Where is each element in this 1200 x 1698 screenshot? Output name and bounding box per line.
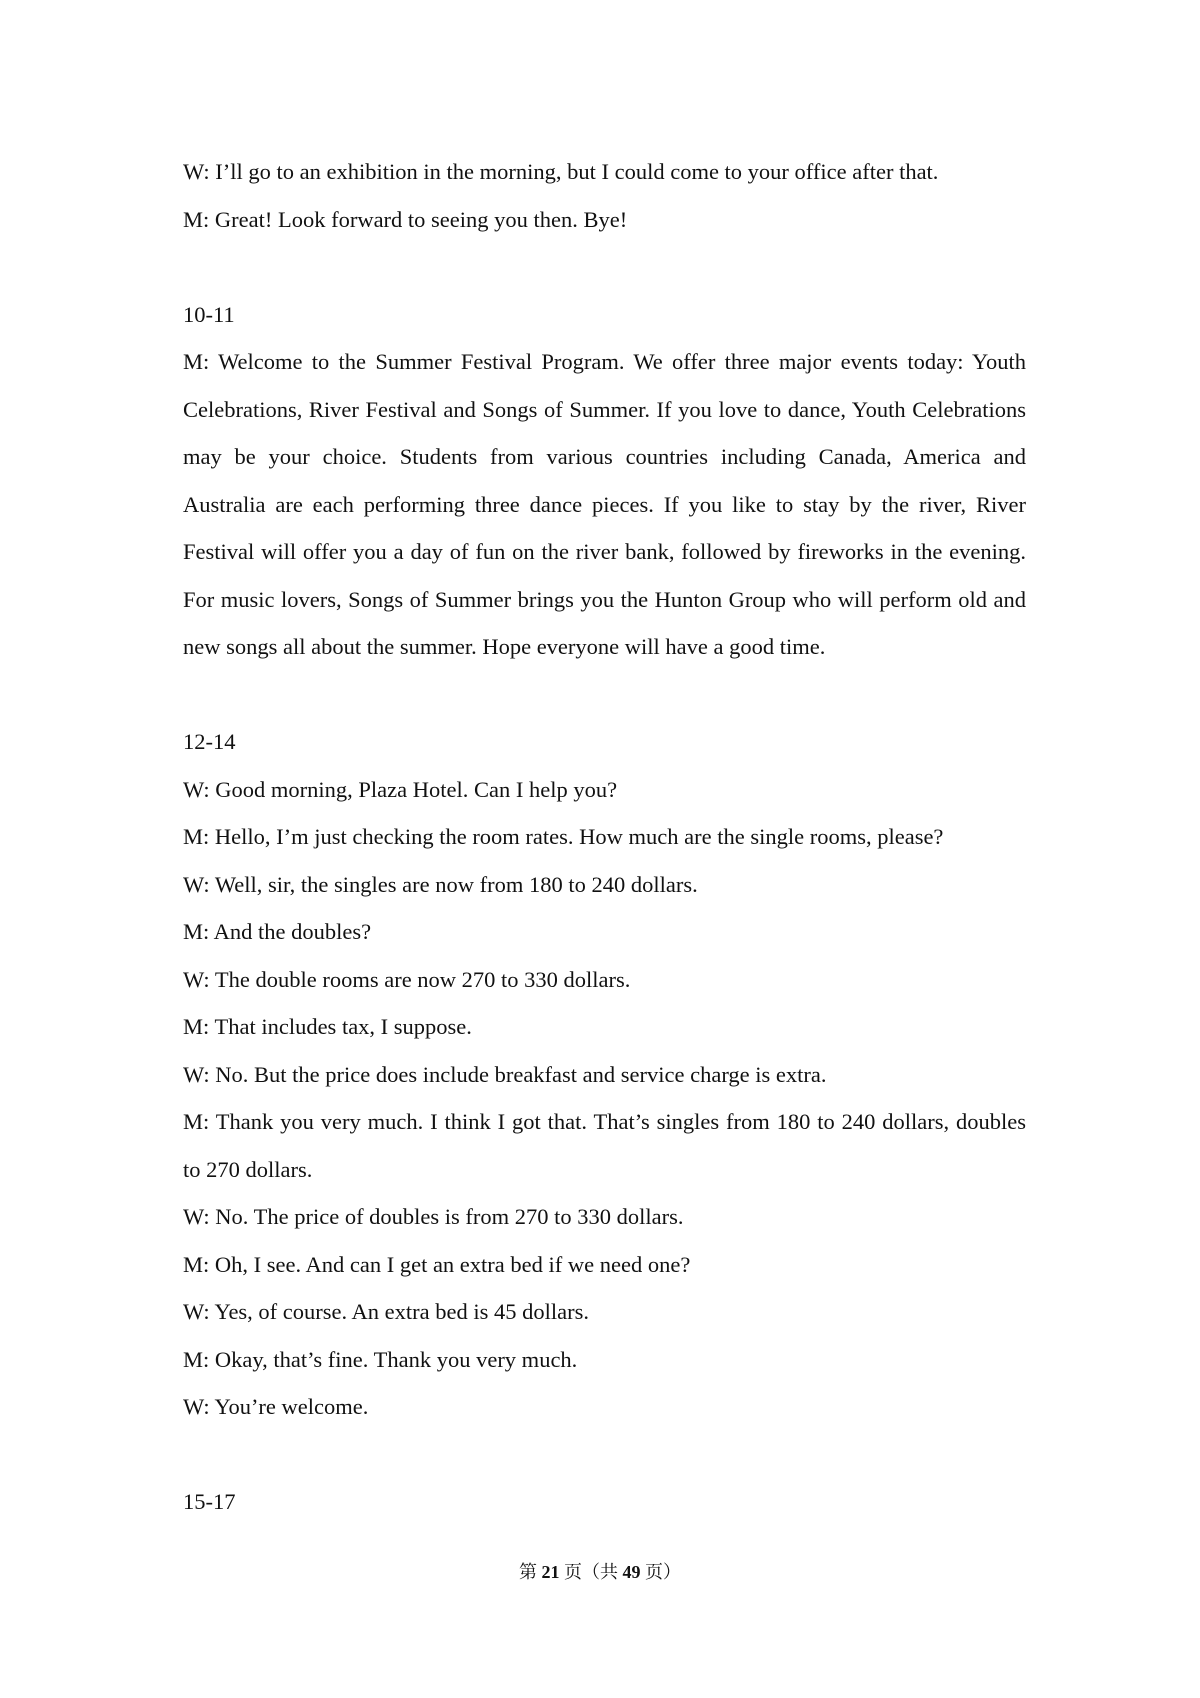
page-content [183,148,1026,1526]
dialogue-line: W: No. But the price does include breakfast and service charge is extra. [183,1061,827,1087]
monologue-paragraph: M: Welcome to the Summer Festival Program. We offer three major events today: Youth Celebrations, River Festival and Songs of Summer. If you love to dance, Youth Celebrations may be your choice. Students from various countries including Canada, America and Australia are each performing three dance pieces. If you like to stay by the river, River Festival will offer you a day of fun on the river bank, followed by fireworks in the evening. For music lovers, Songs of Summer brings you the Hunton Group who will perform old and new songs all about the summer. Hope everyone will have a good time. [183,349,1026,659]
footer-suffix: 页） [640,1562,681,1582]
dialogue-line: W: No. The price of doubles is from 270 to 330 dollars. [183,1204,684,1229]
dialogue-line: W: The double rooms are now 270 to 330 dollars. [183,966,631,992]
dialogue-line: W: I’ll go to an exhibition in the morning, but I could come to your office after that. [183,159,939,184]
page-footer [0,1560,1200,1584]
dialogue-line: M: That includes tax, I suppose. [183,1014,472,1039]
section-spacer [183,243,1026,291]
section-heading-10-11: 10-11 [183,301,235,327]
footer-page-number: 21 [541,1562,560,1582]
footer-total-pages: 49 [622,1562,641,1582]
section-heading-15-17: 15-17 [183,1489,236,1514]
dialogue-line: M: Hello, I’m just checking the room rates. How much are the single rooms, please? [183,824,944,849]
dialogue-line: W: Well, sir, the singles are now from 180 to 240 dollars. [183,871,698,897]
section-spacer [183,1431,1026,1479]
dialogue-line: W: Yes, of course. An extra bed is 45 dollars. [183,1299,589,1324]
dialogue-line: M: Thank you very much. I think I got that. That’s singles from 180 to 240 dollars, doubles to 270 dollars. [183,1109,1026,1182]
section-heading-12-14: 12-14 [183,729,236,754]
dialogue-line: M: Okay, that’s fine. Thank you very much. [183,1346,578,1372]
dialogue-line: M: Oh, I see. And can I get an extra bed if we need one? [183,1251,691,1277]
footer-prefix: 第 [519,1562,542,1582]
dialogue-line: W: You’re welcome. [183,1394,369,1419]
dialogue-line: M: Great! Look forward to seeing you then. Bye! [183,206,628,232]
dialogue-line: M: And the doubles? [183,919,372,944]
footer-middle: 页（共 [559,1562,623,1582]
dialogue-line: W: Good morning, Plaza Hotel. Can I help you? [183,776,618,802]
section-spacer [183,671,1026,719]
